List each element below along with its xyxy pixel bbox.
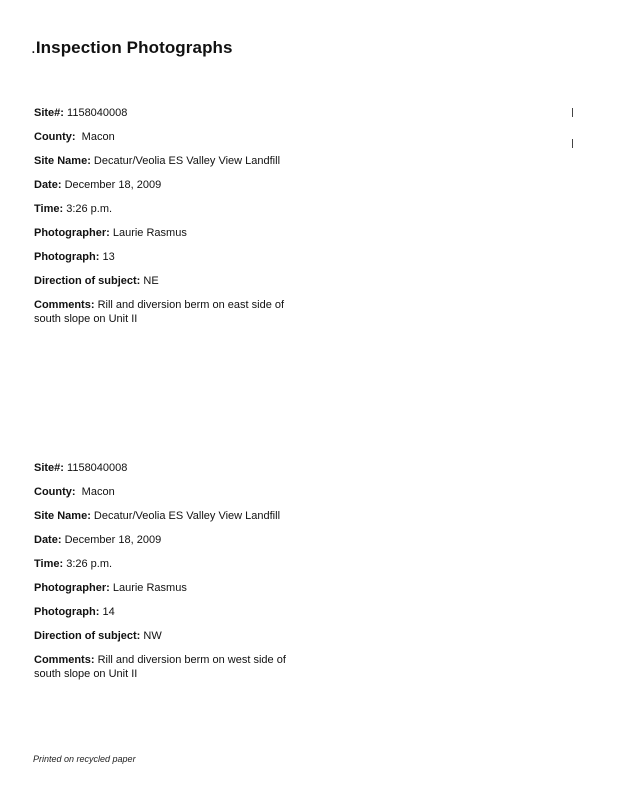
date-value: December 18, 2009 <box>64 179 162 191</box>
photograph-number-label: Photograph: <box>34 606 100 618</box>
comments-row <box>34 653 306 681</box>
direction-label: Direction of subject: <box>34 275 141 287</box>
county-value: Macon <box>81 131 115 143</box>
site-number-value: 1158040008 <box>67 107 128 119</box>
direction-label: Direction of subject: <box>34 630 141 642</box>
county-label: County: <box>34 131 76 143</box>
photograph-number-value: 14 <box>102 606 115 618</box>
site-name-label: Site Name: <box>34 510 91 522</box>
site-number-label: Site#: <box>34 107 64 119</box>
time-row <box>34 557 334 581</box>
date-value: December 18, 2009 <box>64 534 162 546</box>
date-label: Date: <box>34 179 62 191</box>
photographer-label: Photographer: <box>34 582 110 594</box>
photographer-row <box>34 581 334 605</box>
photograph-number-row <box>34 250 334 274</box>
page-title-text: Inspection Photographs <box>35 38 233 57</box>
scan-edge-mark-2 <box>572 139 573 148</box>
comments-label: Comments: <box>34 654 95 666</box>
page-title <box>31 38 233 58</box>
site-number-value: 1158040008 <box>67 462 128 474</box>
site-number-label: Site#: <box>34 462 64 474</box>
photographer-row <box>34 226 334 250</box>
direction-value: NE <box>143 275 159 287</box>
photographer-value: Laurie Rasmus <box>112 227 187 239</box>
direction-row <box>34 274 334 298</box>
direction-row <box>34 629 334 653</box>
date-label: Date: <box>34 534 62 546</box>
site-name-row <box>34 154 334 178</box>
site-number-row <box>34 461 334 485</box>
photographer-label: Photographer: <box>34 227 110 239</box>
time-row <box>34 202 334 226</box>
photo-record-13 <box>34 106 334 326</box>
comments-value: Rill and diversion berm on west side of south slope on Unit II <box>34 654 286 680</box>
recycled-paper-footer: Printed on recycled paper <box>33 754 136 764</box>
county-value: Macon <box>81 486 115 498</box>
photographer-value: Laurie Rasmus <box>112 582 187 594</box>
site-name-value: Decatur/Veolia ES Valley View Landfill <box>93 155 281 167</box>
county-row <box>34 130 334 154</box>
comments-row <box>34 298 306 326</box>
date-row <box>34 178 334 202</box>
time-label: Time: <box>34 558 64 570</box>
photograph-number-value: 13 <box>102 251 115 263</box>
comments-value: Rill and diversion berm on east side of south slope on Unit II <box>34 299 285 325</box>
site-number-row <box>34 106 334 130</box>
site-name-row <box>34 509 334 533</box>
site-name-value: Decatur/Veolia ES Valley View Landfill <box>93 510 281 522</box>
title-dot: . <box>31 38 36 57</box>
time-label: Time: <box>34 203 64 215</box>
photograph-number-row <box>34 605 334 629</box>
scan-edge-mark-1 <box>572 108 573 117</box>
county-row <box>34 485 334 509</box>
time-value: 3:26 p.m. <box>66 203 113 215</box>
photo-record-14 <box>34 461 334 681</box>
direction-value: NW <box>143 630 162 642</box>
photograph-number-label: Photograph: <box>34 251 100 263</box>
comments-label: Comments: <box>34 299 95 311</box>
date-row <box>34 533 334 557</box>
time-value: 3:26 p.m. <box>66 558 113 570</box>
county-label: County: <box>34 486 76 498</box>
site-name-label: Site Name: <box>34 155 91 167</box>
